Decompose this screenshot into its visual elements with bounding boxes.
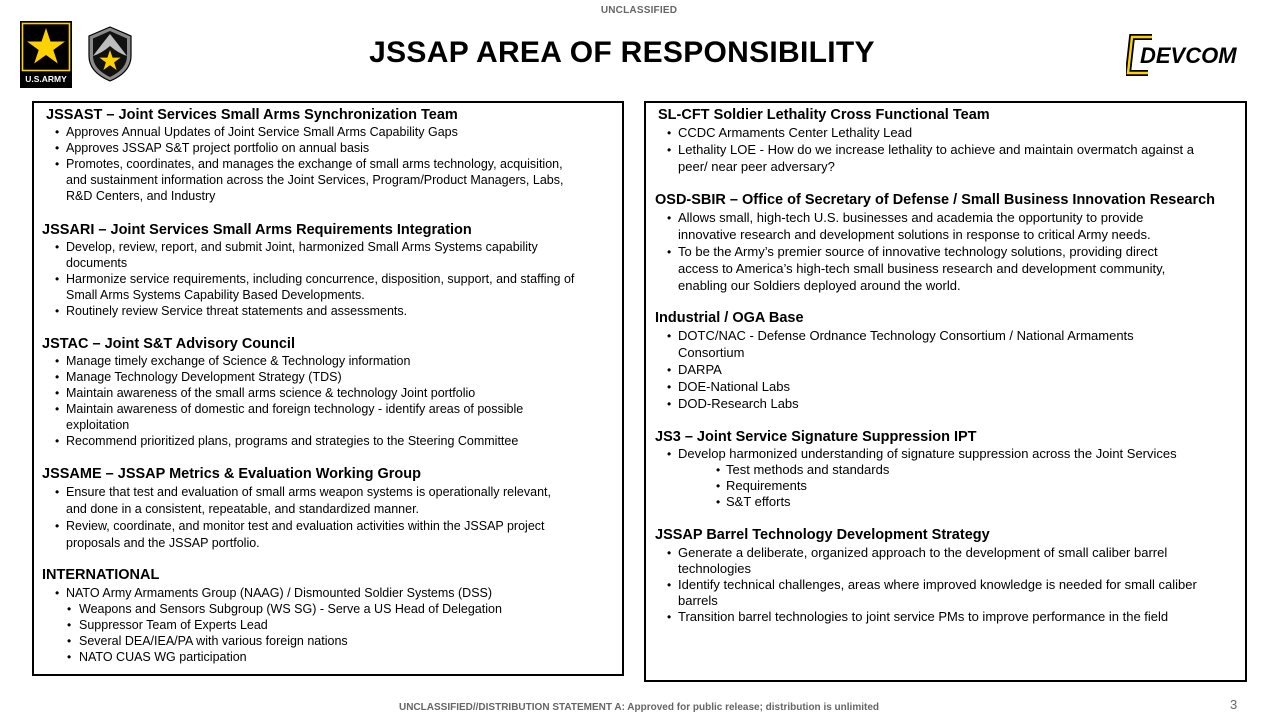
bullet-marker: • bbox=[667, 380, 672, 394]
bullet-text: peer/ near peer adversary? bbox=[678, 159, 835, 174]
bullet-marker: • bbox=[55, 304, 60, 318]
bullet-text: proposals and the JSSAP portfolio. bbox=[66, 536, 260, 550]
bullet-marker: • bbox=[55, 272, 60, 286]
section-title: JSSAST – Joint Services Small Arms Synchronization Team bbox=[46, 107, 458, 123]
bullet-text: R&D Centers, and Industry bbox=[66, 189, 216, 203]
bullet-text: Routinely review Service threat statements and assessments. bbox=[66, 304, 408, 318]
page-title-text: JSSAP AREA OF RESPONSIBILITY bbox=[369, 36, 875, 69]
bullet-marker: • bbox=[667, 546, 672, 560]
bullet-text: Review, coordinate, and monitor test and evaluation activities within the JSSAP project bbox=[66, 519, 545, 533]
classification-banner-top: UNCLASSIFIED bbox=[600, 5, 678, 16]
bullet-marker: • bbox=[667, 329, 672, 343]
bullet-text: CCDC Armaments Center Lethality Lead bbox=[678, 125, 913, 140]
bullet-text: Harmonize service requirements, including concurrence, disposition, support, and staffing of bbox=[66, 272, 575, 286]
bullet-marker: • bbox=[55, 386, 60, 400]
bullet-text: Lethality LOE - How do we increase lethality to achieve and maintain overmatch against a bbox=[678, 142, 1194, 157]
section-title: INTERNATIONAL bbox=[42, 567, 160, 583]
sub-bullet-marker: • bbox=[716, 479, 721, 493]
bullet-marker: • bbox=[667, 397, 672, 411]
bullet-marker: • bbox=[667, 143, 672, 157]
bullet-text: documents bbox=[66, 256, 128, 270]
bullet-text: Transition barrel technologies to joint service PMs to improve performance in the field bbox=[678, 609, 1169, 624]
bullet-text: enabling our Soldiers deployed around the world. bbox=[678, 278, 961, 293]
sub-bullet-text: S&T efforts bbox=[726, 494, 791, 509]
bullet-text: technologies bbox=[678, 561, 751, 576]
bullet-text: NATO Army Armaments Group (NAAG) / Dismounted Soldier Systems (DSS) bbox=[66, 586, 493, 600]
bullet-text: Promotes, coordinates, and manages the exchange of small arms technology, acquisition, bbox=[66, 157, 563, 171]
section-title: JSTAC – Joint S&T Advisory Council bbox=[42, 336, 295, 352]
sub-bullet-text: Several DEA/IEA/PA with various foreign nations bbox=[79, 634, 348, 648]
section-title: JSSAP Barrel Technology Development Strategy bbox=[655, 527, 990, 543]
bullet-text: Small Arms Systems Capability Based Developments. bbox=[66, 288, 365, 302]
bullet-text: Approves JSSAP S&T project portfolio on annual basis bbox=[66, 141, 370, 155]
bullet-marker: • bbox=[55, 157, 60, 171]
bullet-marker: • bbox=[667, 211, 672, 225]
bullet-text: Consortium bbox=[678, 345, 745, 360]
bullet-text: Ensure that test and evaluation of small arms weapon systems is operationally relevant, bbox=[66, 485, 551, 499]
bullet-marker: • bbox=[55, 354, 60, 368]
bullet-text: DOTC/NAC - Defense Ordnance Technology Consortium / National Armaments bbox=[678, 328, 1134, 343]
section-title: JSSAME – JSSAP Metrics & Evaluation Working Group bbox=[42, 466, 421, 482]
page-number: 3 bbox=[1230, 697, 1238, 712]
bullet-text: and done in a consistent, repeatable, and standardized manner. bbox=[66, 502, 420, 516]
page-title bbox=[0, 36, 1278, 70]
section-title: OSD-SBIR – Office of Secretary of Defense / Small Business Innovation Research bbox=[655, 192, 1216, 208]
bullet-text: Maintain awareness of domestic and foreign technology - identify areas of possible bbox=[66, 402, 524, 416]
bullet-text: Allows small, high-tech U.S. businesses and academia the opportunity to provide bbox=[678, 210, 1144, 225]
sub-bullet-marker: • bbox=[716, 463, 721, 477]
sub-bullet-marker: • bbox=[67, 634, 72, 648]
bullet-marker: • bbox=[55, 586, 60, 600]
bullet-marker: • bbox=[667, 126, 672, 140]
bullet-text: DARPA bbox=[678, 362, 722, 377]
bullet-marker: • bbox=[55, 125, 60, 139]
bullet-marker: • bbox=[667, 578, 672, 592]
bullet-text: Develop harmonized understanding of signature suppression across the Joint Services bbox=[678, 446, 1177, 461]
bullet-text: innovative research and development solutions in response to critical Army needs. bbox=[678, 227, 1151, 242]
bullet-marker: • bbox=[55, 240, 60, 254]
sub-bullet-marker: • bbox=[67, 618, 72, 632]
bullet-text: Identify technical challenges, areas where improved knowledge is needed for small caliber bbox=[678, 577, 1197, 592]
bullet-text: and sustainment information across the Joint Services, Program/Product Managers, Labs, bbox=[66, 173, 564, 187]
classification-banner-bottom: UNCLASSIFIED//DISTRIBUTION STATEMENT A: Approved for public release; distribution is unlimited bbox=[398, 702, 880, 713]
sub-bullet-text: NATO CUAS WG participation bbox=[79, 650, 247, 664]
sub-bullet-marker: • bbox=[716, 495, 721, 509]
sub-bullet-marker: • bbox=[67, 602, 72, 616]
bullet-text: exploitation bbox=[66, 418, 130, 432]
bullet-text: access to America’s high-tech small business research and development community, bbox=[678, 261, 1166, 276]
bullet-marker: • bbox=[667, 363, 672, 377]
sub-bullet-text: Weapons and Sensors Subgroup (WS SG) - Serve a US Head of Delegation bbox=[79, 602, 502, 616]
bullet-marker: • bbox=[667, 447, 672, 461]
section-title: Industrial / OGA Base bbox=[655, 310, 804, 326]
bullet-text: Develop, review, report, and submit Joint, harmonized Small Arms Systems capability bbox=[66, 240, 538, 254]
sub-bullet-text: Suppressor Team of Experts Lead bbox=[79, 618, 268, 632]
bullet-marker: • bbox=[55, 485, 60, 499]
bullet-marker: • bbox=[55, 141, 60, 155]
bullet-text: Generate a deliberate, organized approach to the development of small caliber barrel bbox=[678, 545, 1168, 560]
bullet-text: barrels bbox=[678, 593, 718, 608]
bullet-marker: • bbox=[55, 402, 60, 416]
bullet-marker: • bbox=[55, 434, 60, 448]
bullet-text: DOD-Research Labs bbox=[678, 396, 799, 411]
section-title: SL-CFT Soldier Lethality Cross Functional Team bbox=[658, 107, 990, 123]
army-logo-text: U.S.ARMY bbox=[25, 74, 67, 84]
bullet-text: Manage timely exchange of Science & Technology information bbox=[66, 354, 411, 368]
bullet-marker: • bbox=[55, 519, 60, 533]
bullet-text: Approves Annual Updates of Joint Service Small Arms Capability Gaps bbox=[66, 125, 458, 139]
bullet-text: Manage Technology Development Strategy (TDS) bbox=[66, 370, 342, 384]
bullet-marker: • bbox=[55, 370, 60, 384]
bullet-text: Maintain awareness of the small arms science & technology Joint portfolio bbox=[66, 386, 476, 400]
devcom-logo-text: DEVCOM bbox=[1140, 43, 1237, 68]
sub-bullet-marker: • bbox=[67, 650, 72, 664]
sub-bullet-text: Test methods and standards bbox=[726, 462, 890, 477]
section-title: JS3 – Joint Service Signature Suppression IPT bbox=[655, 429, 977, 445]
section-title: JSSARI – Joint Services Small Arms Requirements Integration bbox=[42, 222, 472, 238]
bullet-marker: • bbox=[667, 245, 672, 259]
bullet-text: DOE-National Labs bbox=[678, 379, 790, 394]
bullet-text: Recommend prioritized plans, programs and strategies to the Steering Committee bbox=[66, 434, 519, 448]
sub-bullet-text: Requirements bbox=[726, 478, 807, 493]
bullet-marker: • bbox=[667, 610, 672, 624]
bullet-text: To be the Army’s premier source of innovative technology solutions, providing direct bbox=[678, 244, 1158, 259]
